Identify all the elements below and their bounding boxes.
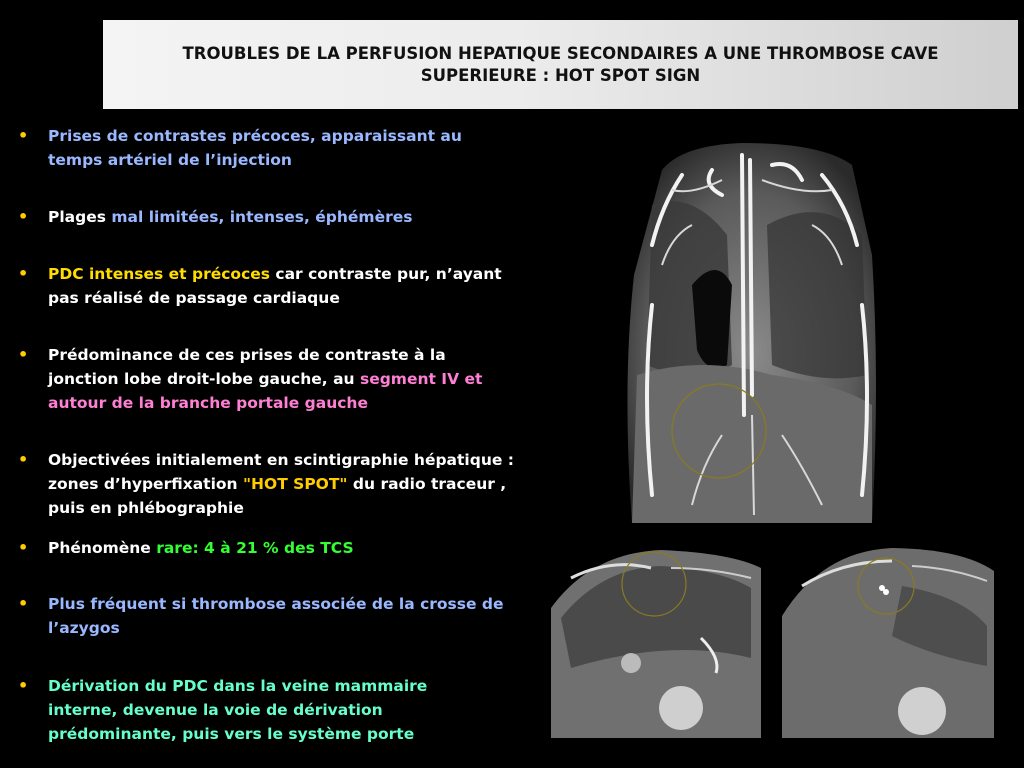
bullet-dot-icon: • xyxy=(18,450,29,469)
bullet-text: du radio traceur , puis en phlébographie xyxy=(48,475,507,517)
bullet-text-highlight: segment IV et autour de la branche portale gauche xyxy=(48,370,483,412)
bullet-text: Dérivation du PDC dans la veine mammaire interne, devenue la voie de dérivation prédominante, puis vers le système porte xyxy=(48,677,428,743)
slide-title xyxy=(172,43,948,86)
bullet-text: Phénomène xyxy=(48,539,157,557)
bullet-item xyxy=(18,124,518,172)
bullet-text: car contraste pur, n’ayant pas réalisé de passage cardiaque xyxy=(48,265,502,307)
bullet-item xyxy=(18,536,518,560)
bullet-dot-icon: • xyxy=(18,126,29,145)
bullet-text: Prises de contrastes précoces, apparaissant au temps artériel de l’injection xyxy=(48,127,462,169)
ct-scan-coronal-icon xyxy=(622,135,882,523)
bullet-text-highlight: mal limitées, intenses, éphémères xyxy=(111,208,413,226)
bullet-dot-icon: • xyxy=(18,538,29,557)
bullet-text-highlight: rare: 4 à 21 % des TCS xyxy=(156,539,354,557)
bullet-text-highlight: "HOT SPOT" xyxy=(242,475,348,493)
title-line-2: SUPERIEURE : HOT SPOT SIGN xyxy=(420,65,701,85)
ct-axial-left-image xyxy=(551,548,761,738)
bullet-item xyxy=(18,343,518,415)
title-line-1: TROUBLES DE LA PERFUSION HEPATIQUE SECONDAIRES A UNE THROMBOSE CAVE xyxy=(182,44,939,64)
bullet-text: Objectivées initialement en scintigraphie hépatique : zones d’hyperfixation xyxy=(48,451,514,493)
title-banner xyxy=(103,20,1018,109)
bullet-text: Prédominance de ces prises de contraste à la jonction lobe droit-lobe gauche, au xyxy=(48,346,446,388)
bullet-dot-icon: • xyxy=(18,264,29,283)
ct-coronal-mip-image xyxy=(622,135,882,523)
bullet-dot-icon: • xyxy=(18,345,29,364)
ct-scan-axial-icon xyxy=(551,548,761,738)
bullet-item xyxy=(18,205,518,229)
bullet-text: Plages xyxy=(48,208,112,226)
bullet-dot-icon: • xyxy=(18,676,29,695)
bullet-text: Plus fréquent si thrombose associée de la crosse de l’azygos xyxy=(48,595,504,637)
bullet-item xyxy=(18,262,518,310)
bullet-text-highlight: PDC intenses et précoces xyxy=(48,265,270,283)
bullet-dot-icon: • xyxy=(18,594,29,613)
bullet-item xyxy=(18,592,518,640)
bullet-dot-icon: • xyxy=(18,207,29,226)
ct-axial-right-image xyxy=(782,546,994,738)
ct-scan-axial-icon xyxy=(782,546,994,738)
bullet-item xyxy=(18,674,488,746)
bullet-item xyxy=(18,448,518,520)
